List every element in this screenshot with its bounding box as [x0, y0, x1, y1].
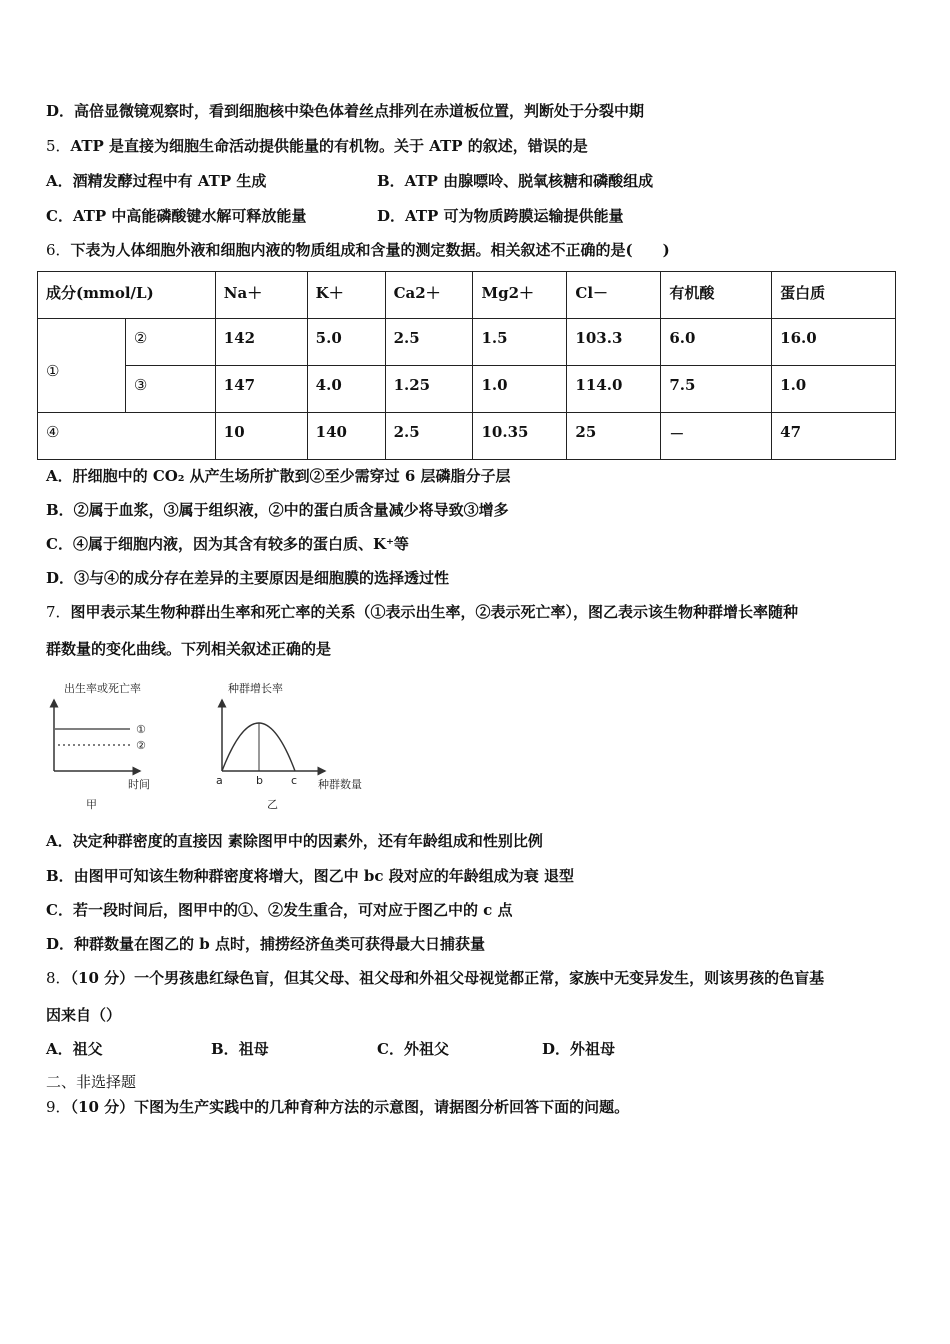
- q9-number: 9．: [46, 1098, 71, 1116]
- q5-number: 5．: [46, 137, 71, 155]
- jia-caption: 甲: [86, 798, 97, 811]
- yi-caption: 乙: [267, 798, 278, 811]
- table-cell: 140: [307, 413, 385, 460]
- table-cell: 25: [567, 413, 661, 460]
- jia-line1-label: ①: [136, 723, 146, 736]
- table-cell: 142: [215, 319, 307, 366]
- q7-number: 7．: [46, 603, 71, 621]
- q8-option-b: B．祖母: [211, 1040, 269, 1058]
- header-cell: Ca2＋: [385, 272, 473, 319]
- table-cell: 2.5: [385, 319, 473, 366]
- q7-stem-cont: 群数量的变化曲线。下列相关叙述正确的是: [46, 640, 332, 658]
- table-cell: 2.5: [385, 413, 473, 460]
- table-cell: 114.0: [567, 366, 661, 413]
- table-row: [38, 319, 896, 366]
- q7-option-a: A．决定种群密度的直接因 素除图甲中的因素外，还有年龄组成和性别比例: [46, 832, 543, 850]
- q6-option-a: A．肝细胞中的 CO₂ 从产生场所扩散到②至少需穿过 6 层磷脂分子层: [46, 467, 511, 485]
- population-figure: [30, 670, 390, 820]
- header-cell: Mg2＋: [473, 272, 567, 319]
- table-cell: 1.0: [473, 366, 567, 413]
- q8-text: （10 分）一个男孩患红绿色盲，但其父母、祖父母和外祖父母视觉都正常，家族中无变异发生，则该男孩的色盲基: [70, 969, 825, 987]
- header-cell: Na＋: [215, 272, 307, 319]
- q9-text: （10 分）下图为生产实践中的几种育种方法的示意图，请据图分析回答下面的问题。: [70, 1098, 630, 1116]
- q9-stem: [46, 1097, 629, 1117]
- table-cell: 10: [215, 413, 307, 460]
- q6-number: 6．: [46, 241, 71, 259]
- q5-stem: [46, 136, 588, 156]
- yi-point-c: c: [291, 774, 298, 787]
- q6-option-c: C．④属于细胞内液，因为其含有较多的蛋白质、K⁺等: [46, 535, 409, 553]
- header-cell: 成分(mmol/L): [38, 272, 216, 319]
- yi-y-label: 种群增长率: [228, 682, 283, 695]
- header-cell: Cl－: [567, 272, 661, 319]
- q6-option-b: B．②属于血浆，③属于组织液，②中的蛋白质含量减少将导致③增多: [46, 501, 509, 519]
- table-cell: 1.0: [772, 366, 896, 413]
- q5-option-a: A．酒精发酵过程中有 ATP 生成: [46, 172, 267, 190]
- table-header-row: [38, 272, 896, 319]
- table-cell: 6.0: [661, 319, 772, 366]
- q8-stem-cont: 因来自（）: [46, 1006, 122, 1024]
- composition-table: [37, 271, 896, 460]
- header-cell: K＋: [307, 272, 385, 319]
- row-label: ③: [125, 366, 215, 413]
- q8-option-c: C．外祖父: [377, 1040, 449, 1058]
- jia-x-label: 时间: [128, 778, 150, 791]
- q4-option-d: D．高倍显微镜观察时，看到细胞核中染色体着丝点排列在赤道板位置，判断处于分裂中期: [46, 102, 645, 120]
- table-row: [38, 366, 896, 413]
- section-heading: 二、非选择题: [46, 1073, 137, 1091]
- table-cell: 10.35: [473, 413, 567, 460]
- q5-option-d: D．ATP 可为物质跨膜运输提供能量: [377, 207, 624, 225]
- table-cell: 47: [772, 413, 896, 460]
- table-cell: －: [661, 413, 772, 460]
- table-cell: 16.0: [772, 319, 896, 366]
- row-group-label: ①: [38, 319, 126, 413]
- header-cell: 有机酸: [661, 272, 772, 319]
- q7-text: 图甲表示某生物种群出生率和死亡率的关系（①表示出生率，②表示死亡率），图乙表示该生物种群增长率随种: [70, 603, 799, 621]
- q7-option-b: B．由图甲可知该生物种群密度将增大，图乙中 bc 段对应的年龄组成为衰 退型: [46, 867, 574, 885]
- q8-number: 8．: [46, 969, 71, 987]
- yi-point-a: a: [216, 774, 223, 787]
- jia-line2-label: ②: [136, 739, 146, 752]
- q7-option-d: D．种群数量在图乙的 b 点时，捕捞经济鱼类可获得最大日捕获量: [46, 935, 485, 953]
- q6-option-d: D．③与④的成分存在差异的主要原因是细胞膜的选择透过性: [46, 569, 450, 587]
- header-cell: 蛋白质: [772, 272, 896, 319]
- q7-option-c: C．若一段时间后，图甲中的①、②发生重合，可对应于图乙中的 c 点: [46, 901, 513, 919]
- q6-text: 下表为人体细胞外液和细胞内液的物质组成和含量的测定数据。相关叙述不正确的是( ): [70, 241, 670, 259]
- table-cell: 103.3: [567, 319, 661, 366]
- table-cell: 7.5: [661, 366, 772, 413]
- yi-point-b: b: [256, 774, 263, 787]
- table-cell: 5.0: [307, 319, 385, 366]
- table-cell: 1.5: [473, 319, 567, 366]
- row-label: ②: [125, 319, 215, 366]
- row-label: ④: [38, 413, 216, 460]
- figure-jia: [54, 681, 150, 811]
- jia-y-label: 出生率或死亡率: [64, 682, 141, 695]
- q8-option-d: D．外祖母: [542, 1040, 616, 1058]
- q5-text: ATP 是直接为细胞生命活动提供能量的有机物。关于 ATP 的叙述，错误的是: [70, 137, 588, 155]
- q8-option-a: A．祖父: [46, 1040, 103, 1058]
- q6-stem: [46, 240, 670, 260]
- q5-option-b: B．ATP 由腺嘌呤、脱氧核糖和磷酸组成: [377, 172, 654, 190]
- table-row: [38, 413, 896, 460]
- q5-option-c: C．ATP 中高能磷酸键水解可释放能量: [46, 207, 307, 225]
- figure-yi: [216, 681, 362, 811]
- table-cell: 4.0: [307, 366, 385, 413]
- yi-x-label: 种群数量: [318, 778, 362, 791]
- table-cell: 147: [215, 366, 307, 413]
- q7-stem: [46, 602, 798, 622]
- table-cell: 1.25: [385, 366, 473, 413]
- q8-stem: [46, 968, 824, 988]
